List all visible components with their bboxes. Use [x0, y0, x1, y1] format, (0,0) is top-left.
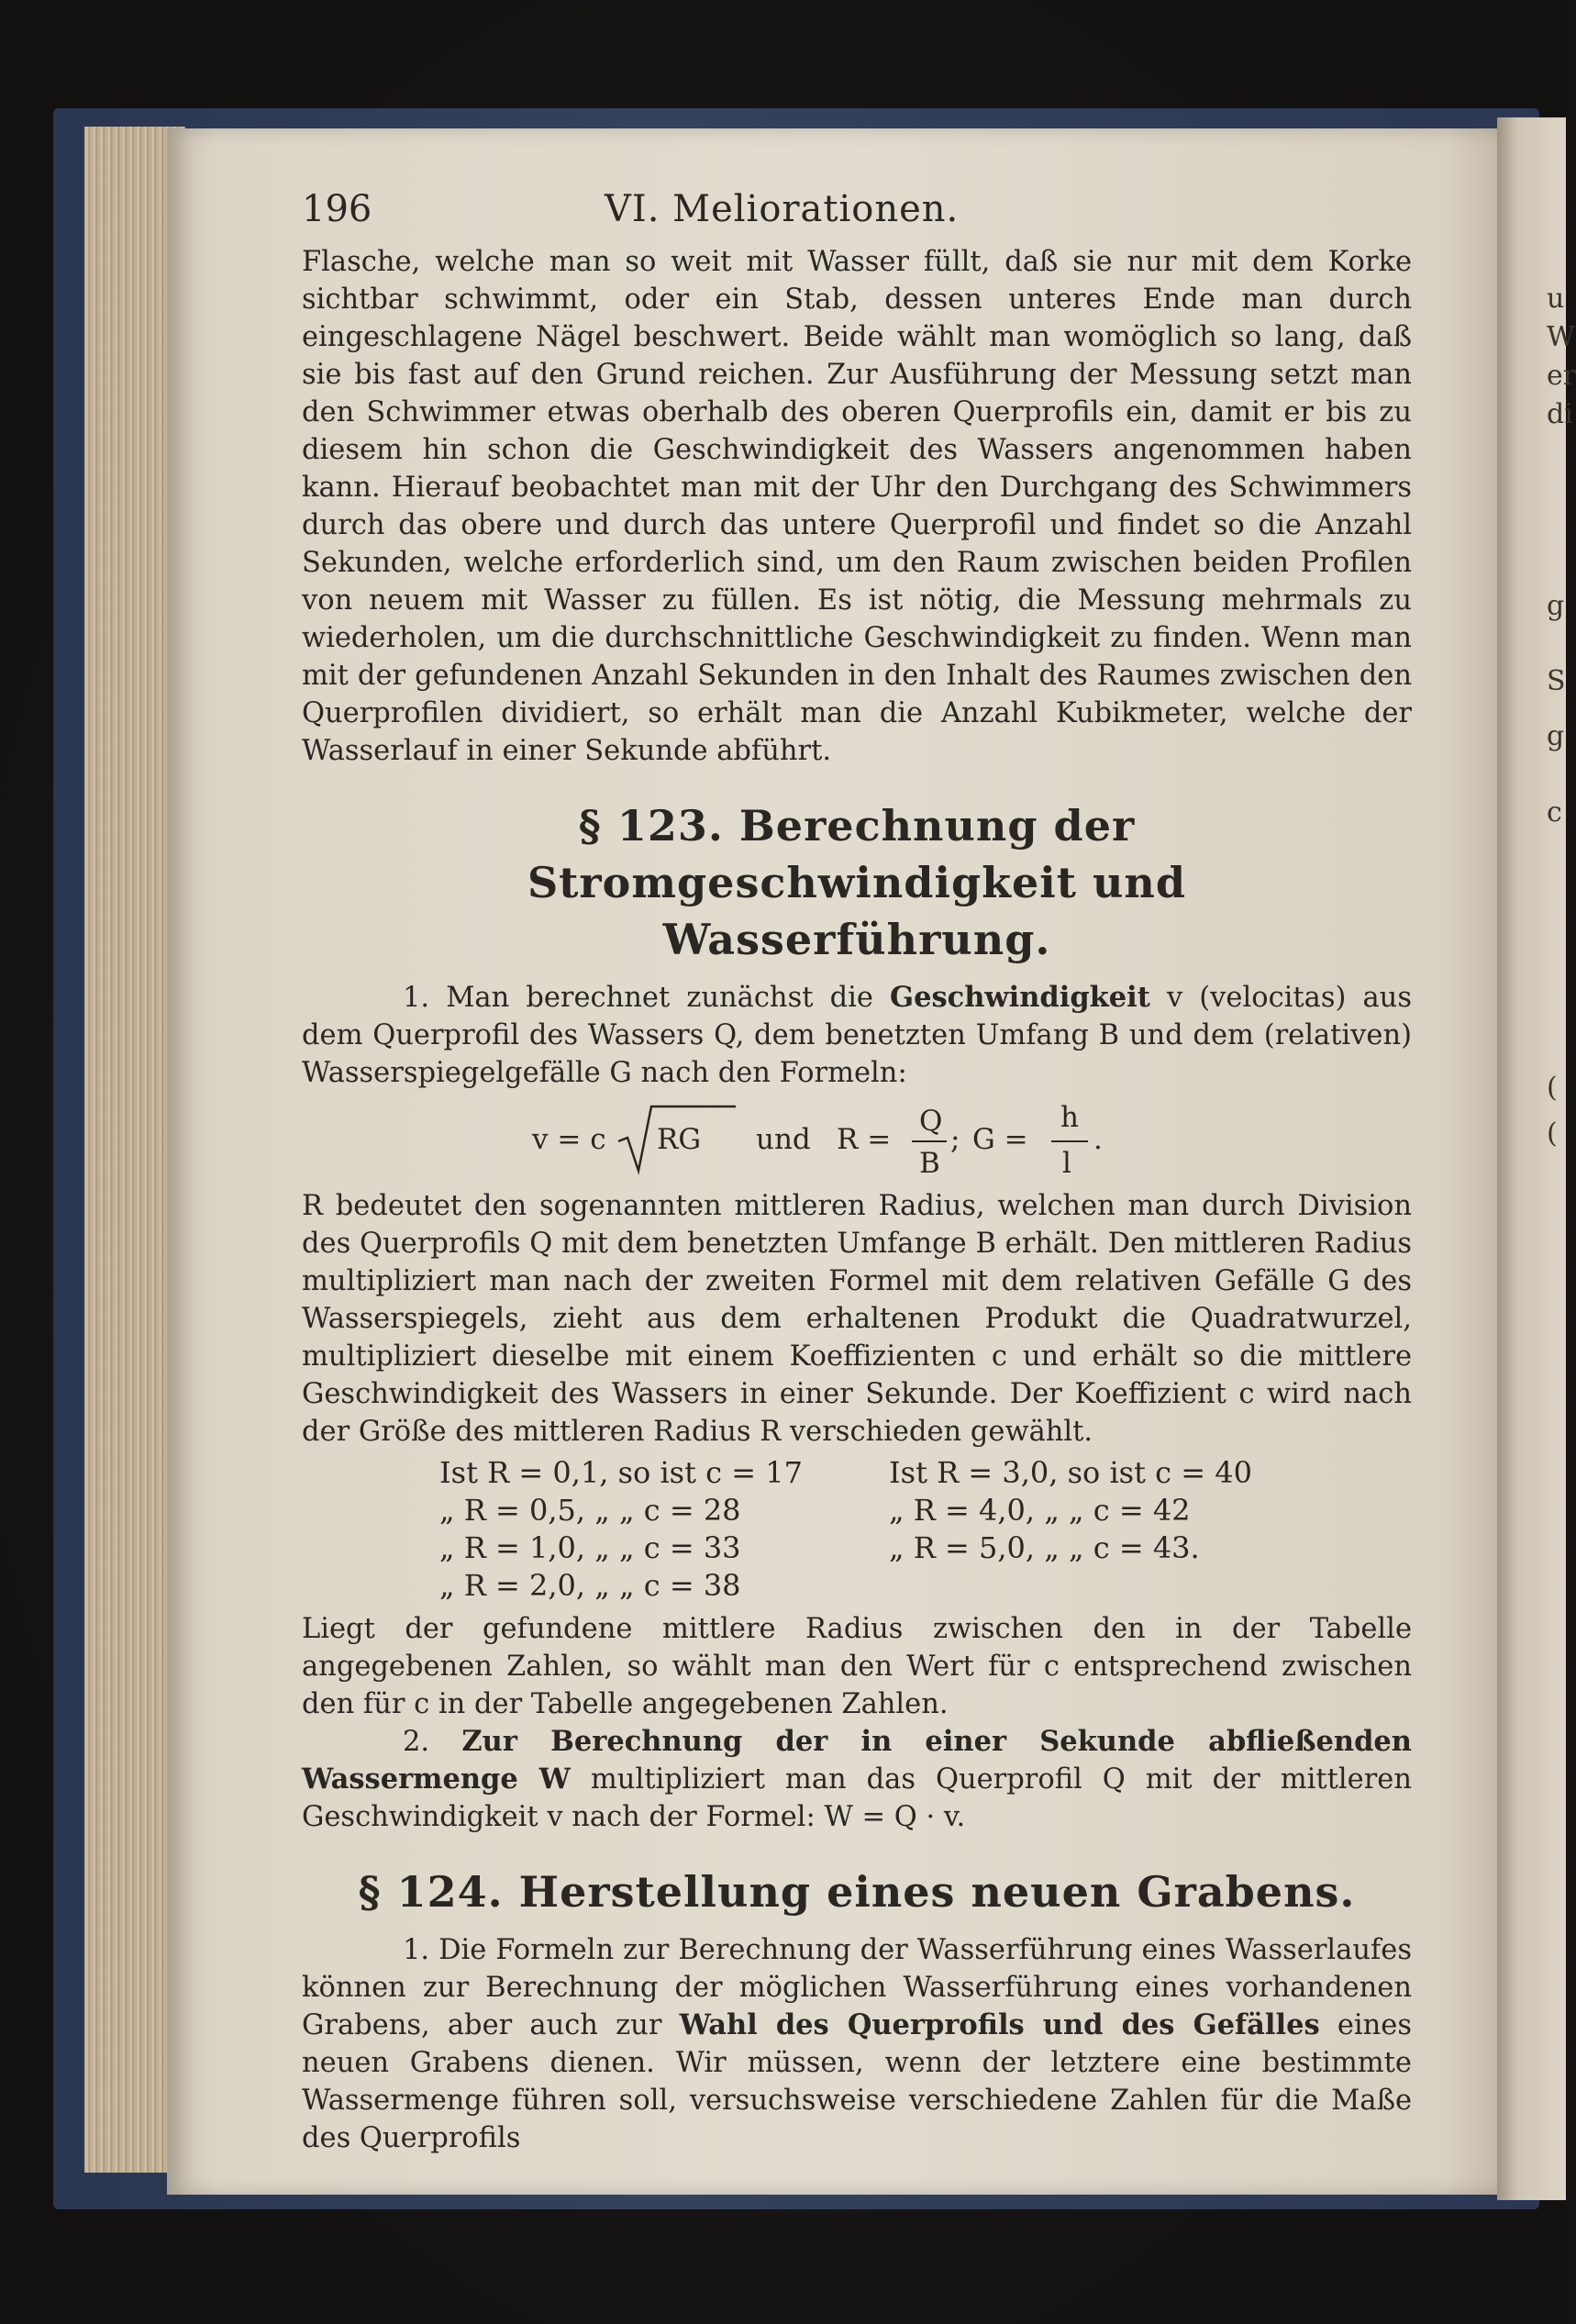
- coefficient-table: [302, 1454, 1412, 1605]
- next-page-fragment: (: [1547, 1118, 1558, 1150]
- section-123-heading-line2: Wasserführung.: [662, 915, 1051, 964]
- section-123-heading: [302, 797, 1412, 968]
- formula-graphic: [527, 1094, 1187, 1184]
- next-page-fragment: g: [1547, 720, 1565, 752]
- formula-v-lhs: v = c: [532, 1123, 606, 1156]
- coefficient-row: „ R = 0,5, „ „ c = 28: [439, 1493, 741, 1528]
- emphasis-wahl: Wahl des Querprofils und des Gefälles: [679, 2008, 1320, 2041]
- section-123-paragraph-4: [302, 1723, 1412, 1836]
- para-text: 2.: [403, 1726, 430, 1758]
- para-text: multipliziert man das Querprofil Q mit der mittleren Geschwindigkeit v nach der Formel: W = Q · v.: [302, 1763, 1412, 1833]
- running-header: [302, 188, 1412, 243]
- next-page-fragment: di: [1547, 398, 1573, 430]
- next-page-fragment: c: [1547, 796, 1562, 828]
- section-123-paragraph-2: R bedeutet den sogenannten mittleren Radius, welchen man durch Division des Querprofils Q mit dem benetzten Umfange B erhält. Den mittleren Radius multipliziert man nach der zweiten Formel mit dem relativen Gefälle G des Wasserspiegels, zieht aus dem erhaltenen Produkt die Quadratwurzel, multipliziert dieselbe mit einem Koeffizienten c und erhält so die mittlere Geschwindigkeit des Wassers in einer Sekunde. Der Koeffizient c wird nach der Größe des mittleren Radius R verschieden gewählt.: [302, 1190, 1412, 1448]
- section-123-paragraph-1: [302, 979, 1412, 1092]
- section-124-paragraph-1: [302, 1931, 1412, 2157]
- velocity-formula: [302, 1094, 1412, 1184]
- formula-separator: ;: [950, 1123, 960, 1156]
- formula-r-lhs: R =: [837, 1123, 892, 1156]
- formula-g-numerator: h: [1060, 1101, 1079, 1134]
- section-123-heading-line1: § 123. Berechnung der Stromgeschwindigkeit und: [527, 801, 1187, 907]
- coefficient-row: „ R = 2,0, „ „ c = 38: [439, 1568, 741, 1603]
- next-page-fragment: er: [1547, 360, 1576, 392]
- formula-radicand: RG: [657, 1123, 702, 1156]
- facing-page-edge: [1497, 117, 1576, 2200]
- formula-r-denominator: B: [919, 1147, 940, 1180]
- formula-g-lhs: G =: [972, 1123, 1028, 1156]
- intro-paragraph: Flasche, welche man so weit mit Wasser füllt, daß sie nur mit dem Korke sichtbar schwimmt, oder ein Stab, dessen unteres Ende man durch eingeschlagene Nägel beschwert. Beide wählt man womöglich so lang, daß sie bis fast auf den Grund reichen. Zur Ausführung der Messung setzt man den Schwimmer etwas oberhalb des oberen Querprofils ein, damit er bis zu diesem hin schon die Geschwindigkeit des Wassers angenommen haben kann. Hierauf beobachtet man mit der Uhr den Durchgang des Schwimmers durch das obere und durch das untere Querprofil und findet so die Anzahl Sekunden, welche erforderlich sind, um den Raum zwischen beiden Profilen von neuem mit Wasser zu füllen. Es ist nötig, die Messung mehrmals zu wiederholen, um die durchschnittliche Geschwindigkeit zu finden. Wenn man mit der gefundenen Anzahl Sekunden in den Inhalt des Raumes zwischen den Querprofilen dividiert, so erhält man die Anzahl Kubikmeter, welche der Wasserlauf in einer Sekunde abführt.: [302, 246, 1412, 767]
- coefficient-column-right: [889, 1454, 1320, 1605]
- section-124-heading: § 124. Herstellung eines neuen Grabens.: [358, 1867, 1356, 1917]
- emphasis-wassermenge: Zur Berechnung der in einer Sekunde abfließenden Wassermenge W: [302, 1725, 1412, 1796]
- formula-end: .: [1093, 1123, 1103, 1156]
- coefficient-row: „ R = 4,0, „ „ c = 42: [889, 1493, 1191, 1528]
- coefficient-column-left: [439, 1454, 889, 1605]
- next-page-fragment: (: [1547, 1072, 1558, 1104]
- formula-und: und: [756, 1123, 811, 1156]
- next-page-fragment: W: [1547, 321, 1575, 353]
- page-content: [302, 188, 1412, 2157]
- para-text: v (velocitas) aus dem Querprofil des Wassers Q, dem benetzten Umfang B und dem (relativen) Wasserspiegelgefälle G nach den Formeln:: [302, 982, 1412, 1089]
- next-page-fragment: S: [1547, 665, 1566, 697]
- page-number: 196: [302, 188, 372, 230]
- next-page-fragment: u: [1547, 283, 1565, 315]
- section-123-paragraph-3: Liegt der gefundene mittlere Radius zwischen den in der Tabelle angegebenen Zahlen, so wählt man den Wert für c entsprechend zwischen den für c in der Tabelle angegebenen Zahlen.: [302, 1613, 1412, 1720]
- coefficient-row: „ R = 1,0, „ „ c = 33: [439, 1530, 741, 1565]
- para-text: eines neuen Grabens dienen. Wir müssen, wenn der letztere eine bestimmte Wassermenge führen soll, versuchsweise verschiedene Zahlen für die Maße des Querprofils: [302, 2009, 1413, 2154]
- coefficient-row: Ist R = 3,0, so ist c = 40: [889, 1455, 1252, 1490]
- coefficient-row: „ R = 5,0, „ „ c = 43.: [889, 1530, 1200, 1565]
- coefficient-row: Ist R = 0,1, so ist c = 17: [439, 1455, 803, 1490]
- para-text: 1. Die Formeln zur Berechnung der Wasserführung eines Wasserlaufes können zur Berechnung der möglichen Wasserführung eines vorhandenen Grabens, aber auch zur: [302, 1934, 1412, 2041]
- formula-r-numerator: Q: [919, 1105, 943, 1138]
- emphasis-geschwindigkeit: Geschwindigkeit: [890, 981, 1150, 1014]
- running-title: VI. Meliorationen.: [605, 188, 960, 230]
- formula-g-denominator: l: [1062, 1147, 1071, 1180]
- next-page-fragment: g: [1547, 590, 1565, 622]
- para-text: 1. Man berechnet zunächst die: [403, 982, 873, 1014]
